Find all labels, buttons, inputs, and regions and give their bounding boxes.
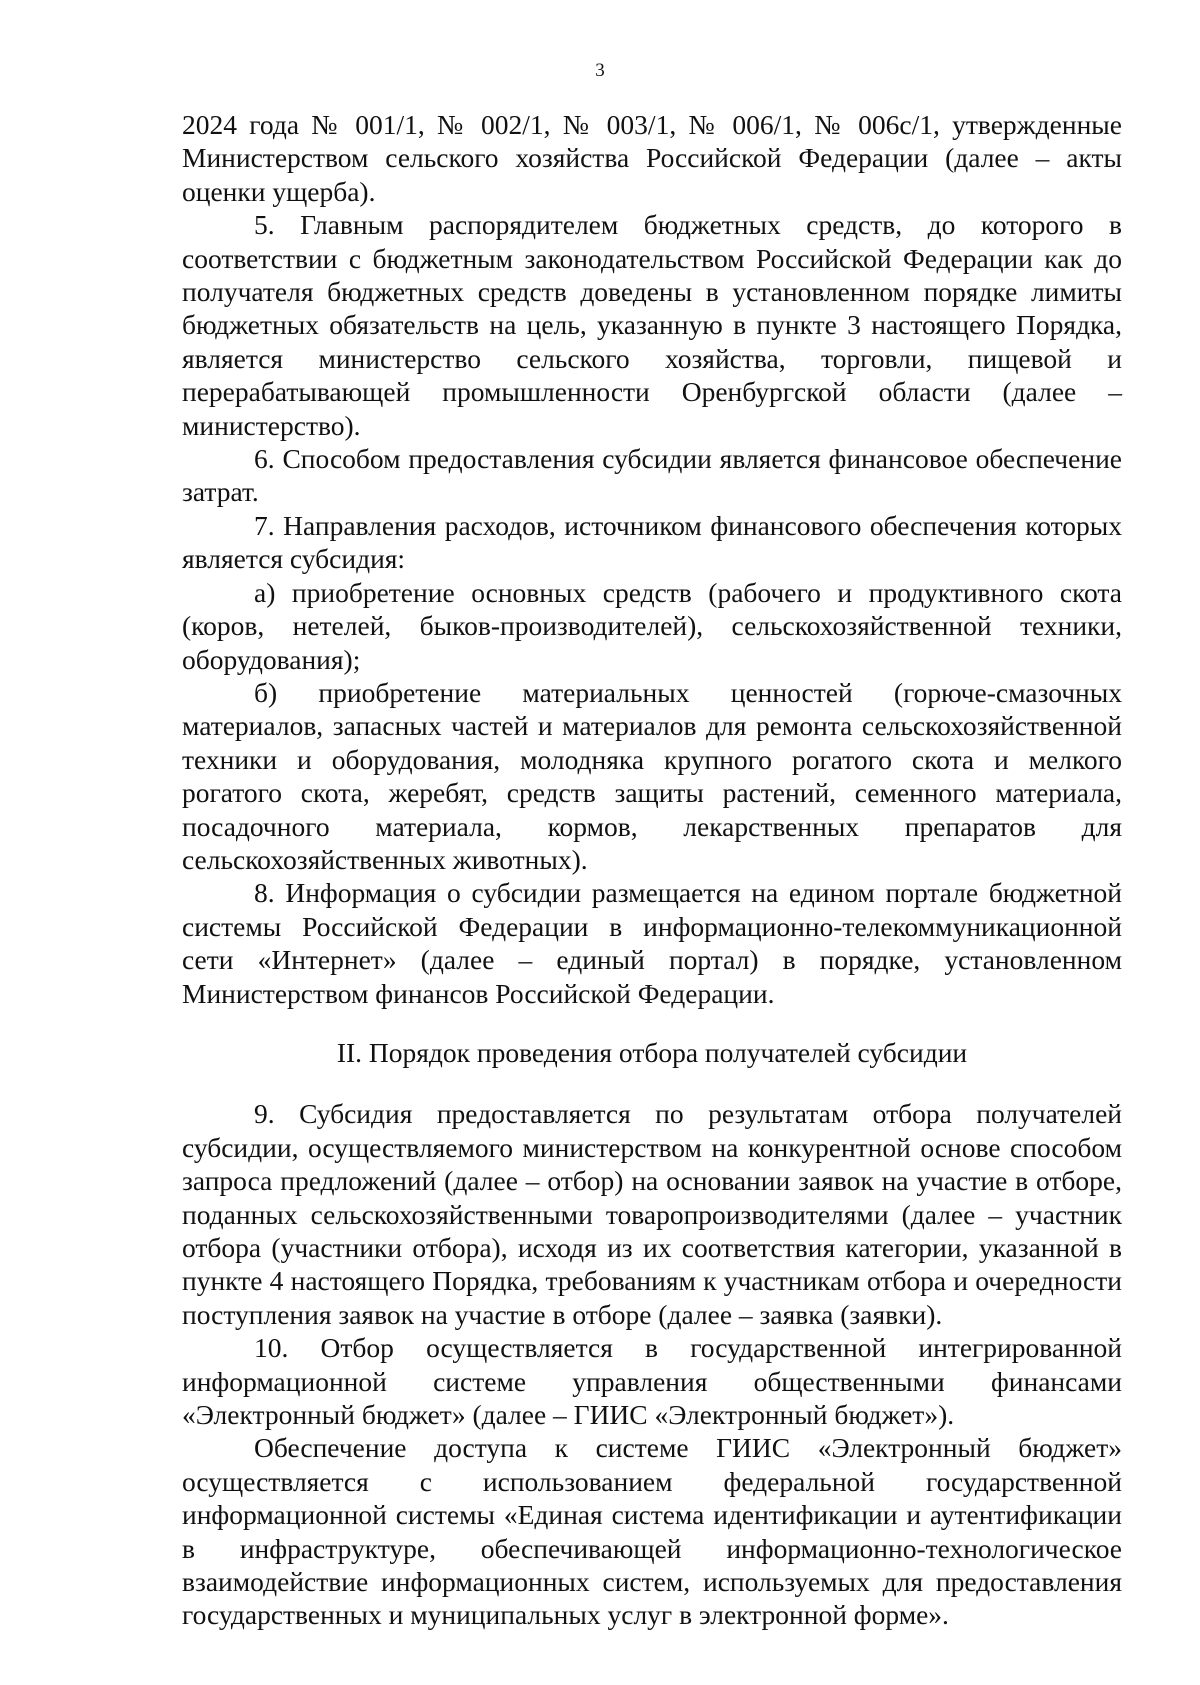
- paragraph-9: 9. Субсидия предоставляется по результатам отбора получателей субсидии, осуществляемого министерством на конкурентной основе способом запроса предложений (далее – отбор) на основании заявок на участие в отборе, поданных сельскохозяйственными товаропроизводителями (далее – участник отбора (участники отбора), исходя из их соответствия категории, указанной в пункте 4 настоящего Порядка, требованиям к участникам отбора и очередности поступления заявок на участие в отборе (далее – заявка (заявки).: [182, 1098, 1122, 1330]
- paragraph-access: Обеспечение доступа к системе ГИИС «Электронный бюджет» осуществляется с использованием федеральной государственной информационной системы «Единая система идентификации и аутентификации в инфраструктуре, обеспечивающей информационно-технологическое взаимодействие информационных систем, используемых для предоставления государственных и муниципальных услуг в электронной форме».: [182, 1432, 1122, 1631]
- paragraph-7b: б) приобретение материальных ценностей (горюче-смазочных материалов, запасных частей и материалов для ремонта сельскохозяйственной техники и оборудования, молодняка крупного рогатого скота и мелкого рогатого скота, жеребят, средств защиты растений, семенного материала, посадочного материала, кормов, лекарственных препаратов для сельскохозяйственных животных).: [182, 676, 1122, 875]
- paragraph-7: 7. Направления расходов, источником финансового обеспечения которых является субсидия:: [182, 509, 1122, 575]
- paragraph-8: 8. Информация о субсидии размещается на едином портале бюджетной системы Российской Федерации в информационно-телекоммуникационной сети «Интернет» (далее – единый портал) в порядке, установленном Министерством финансов Российской Федерации.: [182, 877, 1122, 1009]
- paragraph-6: 6. Способом предоставления субсидии является финансовое обеспечение затрат.: [182, 443, 1122, 508]
- page-number: 3: [595, 60, 605, 81]
- paragraph-continuation: 2024 года № 001/1, № 002/1, № 003/1, № 006/1, № 006с/1, утвержденные Министерством сельского хозяйства Российской Федерации (далее – акты оценки ущерба).: [182, 109, 1122, 207]
- paragraph-10: 10. Отбор осуществляется в государственной интегрированной информационной системе управления общественными финансами «Электронный бюджет» (далее – ГИИС «Электронный бюджет»).: [182, 1332, 1122, 1431]
- document-body: [182, 108, 1122, 1632]
- section-heading: II. Порядок проведения отбора получателей субсидии: [336, 1036, 968, 1068]
- paragraph-7a: а) приобретение основных средств (рабочего и продуктивного скота (коров, нетелей, быков-производителей), сельскохозяйственной техники, оборудования);: [182, 576, 1122, 675]
- paragraph-5: 5. Главным распорядителем бюджетных средств, до которого в соответствии с бюджетным законодательством Российской Федерации как до получателя бюджетных средств доведены в установленном порядке лимиты бюджетных обязательств на цель, указанную в пункте 3 настоящего Порядка, является министерство сельского хозяйства, торговли, пищевой и перерабатывающей промышленности Оренбургской области (далее – министерство).: [182, 209, 1122, 441]
